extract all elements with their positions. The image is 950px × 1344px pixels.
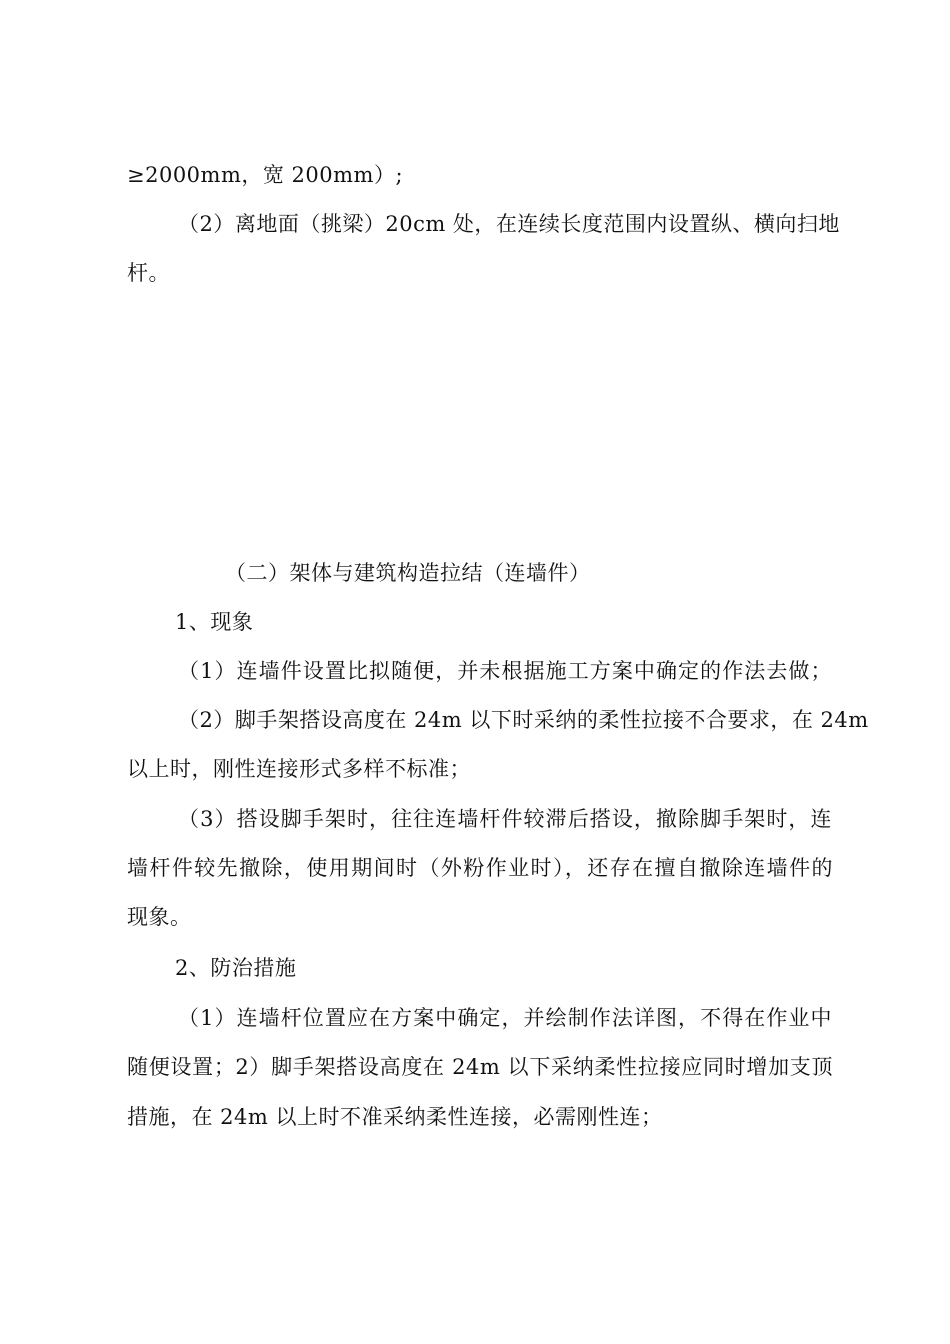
phenomenon-3-line-2: 墙杆件较先撤除，使用期间时（外粉作业时），还存在擅自撤除连墙件的 <box>127 856 833 880</box>
phenomenon-3-line-3: 现象。 <box>127 905 192 929</box>
subsection-title-phenomena: 1、现象 <box>175 610 254 634</box>
item-2-line-2: 杆。 <box>127 261 170 285</box>
measure-line-2: 随便设置；2）脚手架搭设高度在 24m 以下采纳柔性拉接应同时增加支顶 <box>127 1055 833 1079</box>
phenomenon-3-line-1: （3）搭设脚手架时，往往连墙杆件较滞后搭设，撤除脚手架时，连 <box>178 807 832 831</box>
measure-line-3: 措施，在 24m 以上时不准采纳柔性连接，必需刚性连； <box>127 1105 663 1129</box>
phenomenon-2-line-2: 以上时，刚性连接形式多样不标准； <box>127 757 471 781</box>
item-2-line-1: （2）离地面（挑梁）20cm 处，在连续长度范围内设置纵、横向扫地 <box>178 212 840 236</box>
subsection-title-measures: 2、防治措施 <box>175 956 297 980</box>
measure-line-1: （1）连墙杆位置应在方案中确定，并绘制作法详图，不得在作业中 <box>178 1006 832 1030</box>
phenomenon-2-line-1: （2）脚手架搭设高度在 24m 以下时采纳的柔性拉接不合要求，在 24m <box>178 708 869 732</box>
text-line-1: ≥2000mm，宽 200mm）; <box>127 163 404 187</box>
section-heading: （二）架体与建筑构造拉结（连墙件） <box>225 561 591 585</box>
phenomenon-1: （1）连墙件设置比拟随便，并未根据施工方案中确定的作法去做； <box>178 659 832 683</box>
